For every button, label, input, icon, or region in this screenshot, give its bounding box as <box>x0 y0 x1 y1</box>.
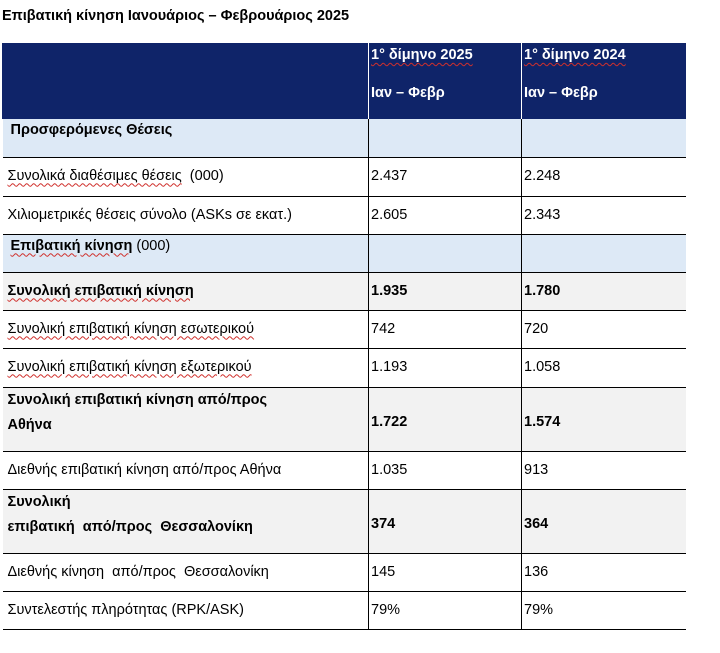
passenger-traffic-table <box>2 43 686 630</box>
value-2024: 136 <box>522 553 686 591</box>
value-2024: 2.248 <box>522 157 686 196</box>
value-2024: 1.574 <box>522 387 686 451</box>
value-2025: 2.605 <box>369 196 522 234</box>
row-label: Συνολική επιβατική κίνηση εξωτερικού <box>3 348 369 387</box>
empty-cell <box>522 119 686 157</box>
value-2025: 2.437 <box>369 157 522 196</box>
table-row <box>3 272 686 310</box>
value-2025: 1.193 <box>369 348 522 387</box>
row-label: Συνολική επιβατική κίνηση από/προς Αθήνα <box>3 387 369 451</box>
value-2025: 79% <box>369 591 522 629</box>
header-period-2025: Ιαν – Φεβρ <box>369 81 522 119</box>
section-row-seats <box>3 119 686 157</box>
value-2024: 364 <box>522 489 686 553</box>
row-label: Συνολική επιβατική κίνηση εσωτερικού <box>3 310 369 348</box>
value-2024: 1.780 <box>522 272 686 310</box>
empty-cell <box>369 234 522 272</box>
section-row-traffic <box>3 234 686 272</box>
page-title: Επιβατική κίνηση Ιανουάριος – Φεβρουάριος 2025 <box>2 8 350 24</box>
row-label: Διεθνής κίνηση από/προς Θεσσαλονίκη <box>3 553 369 591</box>
table-row <box>3 591 686 629</box>
value-2025: 1.722 <box>369 387 522 451</box>
header-empty-cell <box>3 81 369 119</box>
table-header-row <box>3 43 686 81</box>
table-row <box>3 553 686 591</box>
empty-cell <box>369 119 522 157</box>
value-2024: 720 <box>522 310 686 348</box>
section-label: Προσφερόμενες Θέσεις <box>3 119 369 157</box>
row-label: Συνολική επιβατική κίνηση <box>3 272 369 310</box>
value-2024: 79% <box>522 591 686 629</box>
value-2025: 742 <box>369 310 522 348</box>
header-period-2024: Ιαν – Φεβρ <box>522 81 686 119</box>
value-2025: 145 <box>369 553 522 591</box>
row-label: Συνολική επιβατική από/προς Θεσσαλονίκη <box>3 489 369 553</box>
value-2024: 2.343 <box>522 196 686 234</box>
value-2024: 913 <box>522 451 686 489</box>
row-label: Συντελεστής πληρότητας (RPK/ASK) <box>3 591 369 629</box>
table-row <box>3 348 686 387</box>
value-2025: 374 <box>369 489 522 553</box>
table-row <box>3 310 686 348</box>
value-2025: 1.935 <box>369 272 522 310</box>
row-label: Συνολικά διαθέσιμες θέσεις (000) <box>3 157 369 196</box>
table-row <box>3 157 686 196</box>
section-label: Επιβατική κίνηση (000) <box>3 234 369 272</box>
header-empty-cell <box>3 43 369 81</box>
header-2025: 1° δίμηνο 2025 <box>369 43 522 81</box>
header-2024: 1° δίμηνο 2024 <box>522 43 686 81</box>
table-row <box>3 451 686 489</box>
value-2024: 1.058 <box>522 348 686 387</box>
table-row <box>3 489 686 553</box>
table-row <box>3 387 686 451</box>
row-label: Χιλιομετρικές θέσεις σύνολο (ASKs σε εκατ.) <box>3 196 369 234</box>
value-2025: 1.035 <box>369 451 522 489</box>
row-label: Διεθνής επιβατική κίνηση από/προς Αθήνα <box>3 451 369 489</box>
table-row <box>3 196 686 234</box>
table-header-row <box>3 81 686 119</box>
empty-cell <box>522 234 686 272</box>
